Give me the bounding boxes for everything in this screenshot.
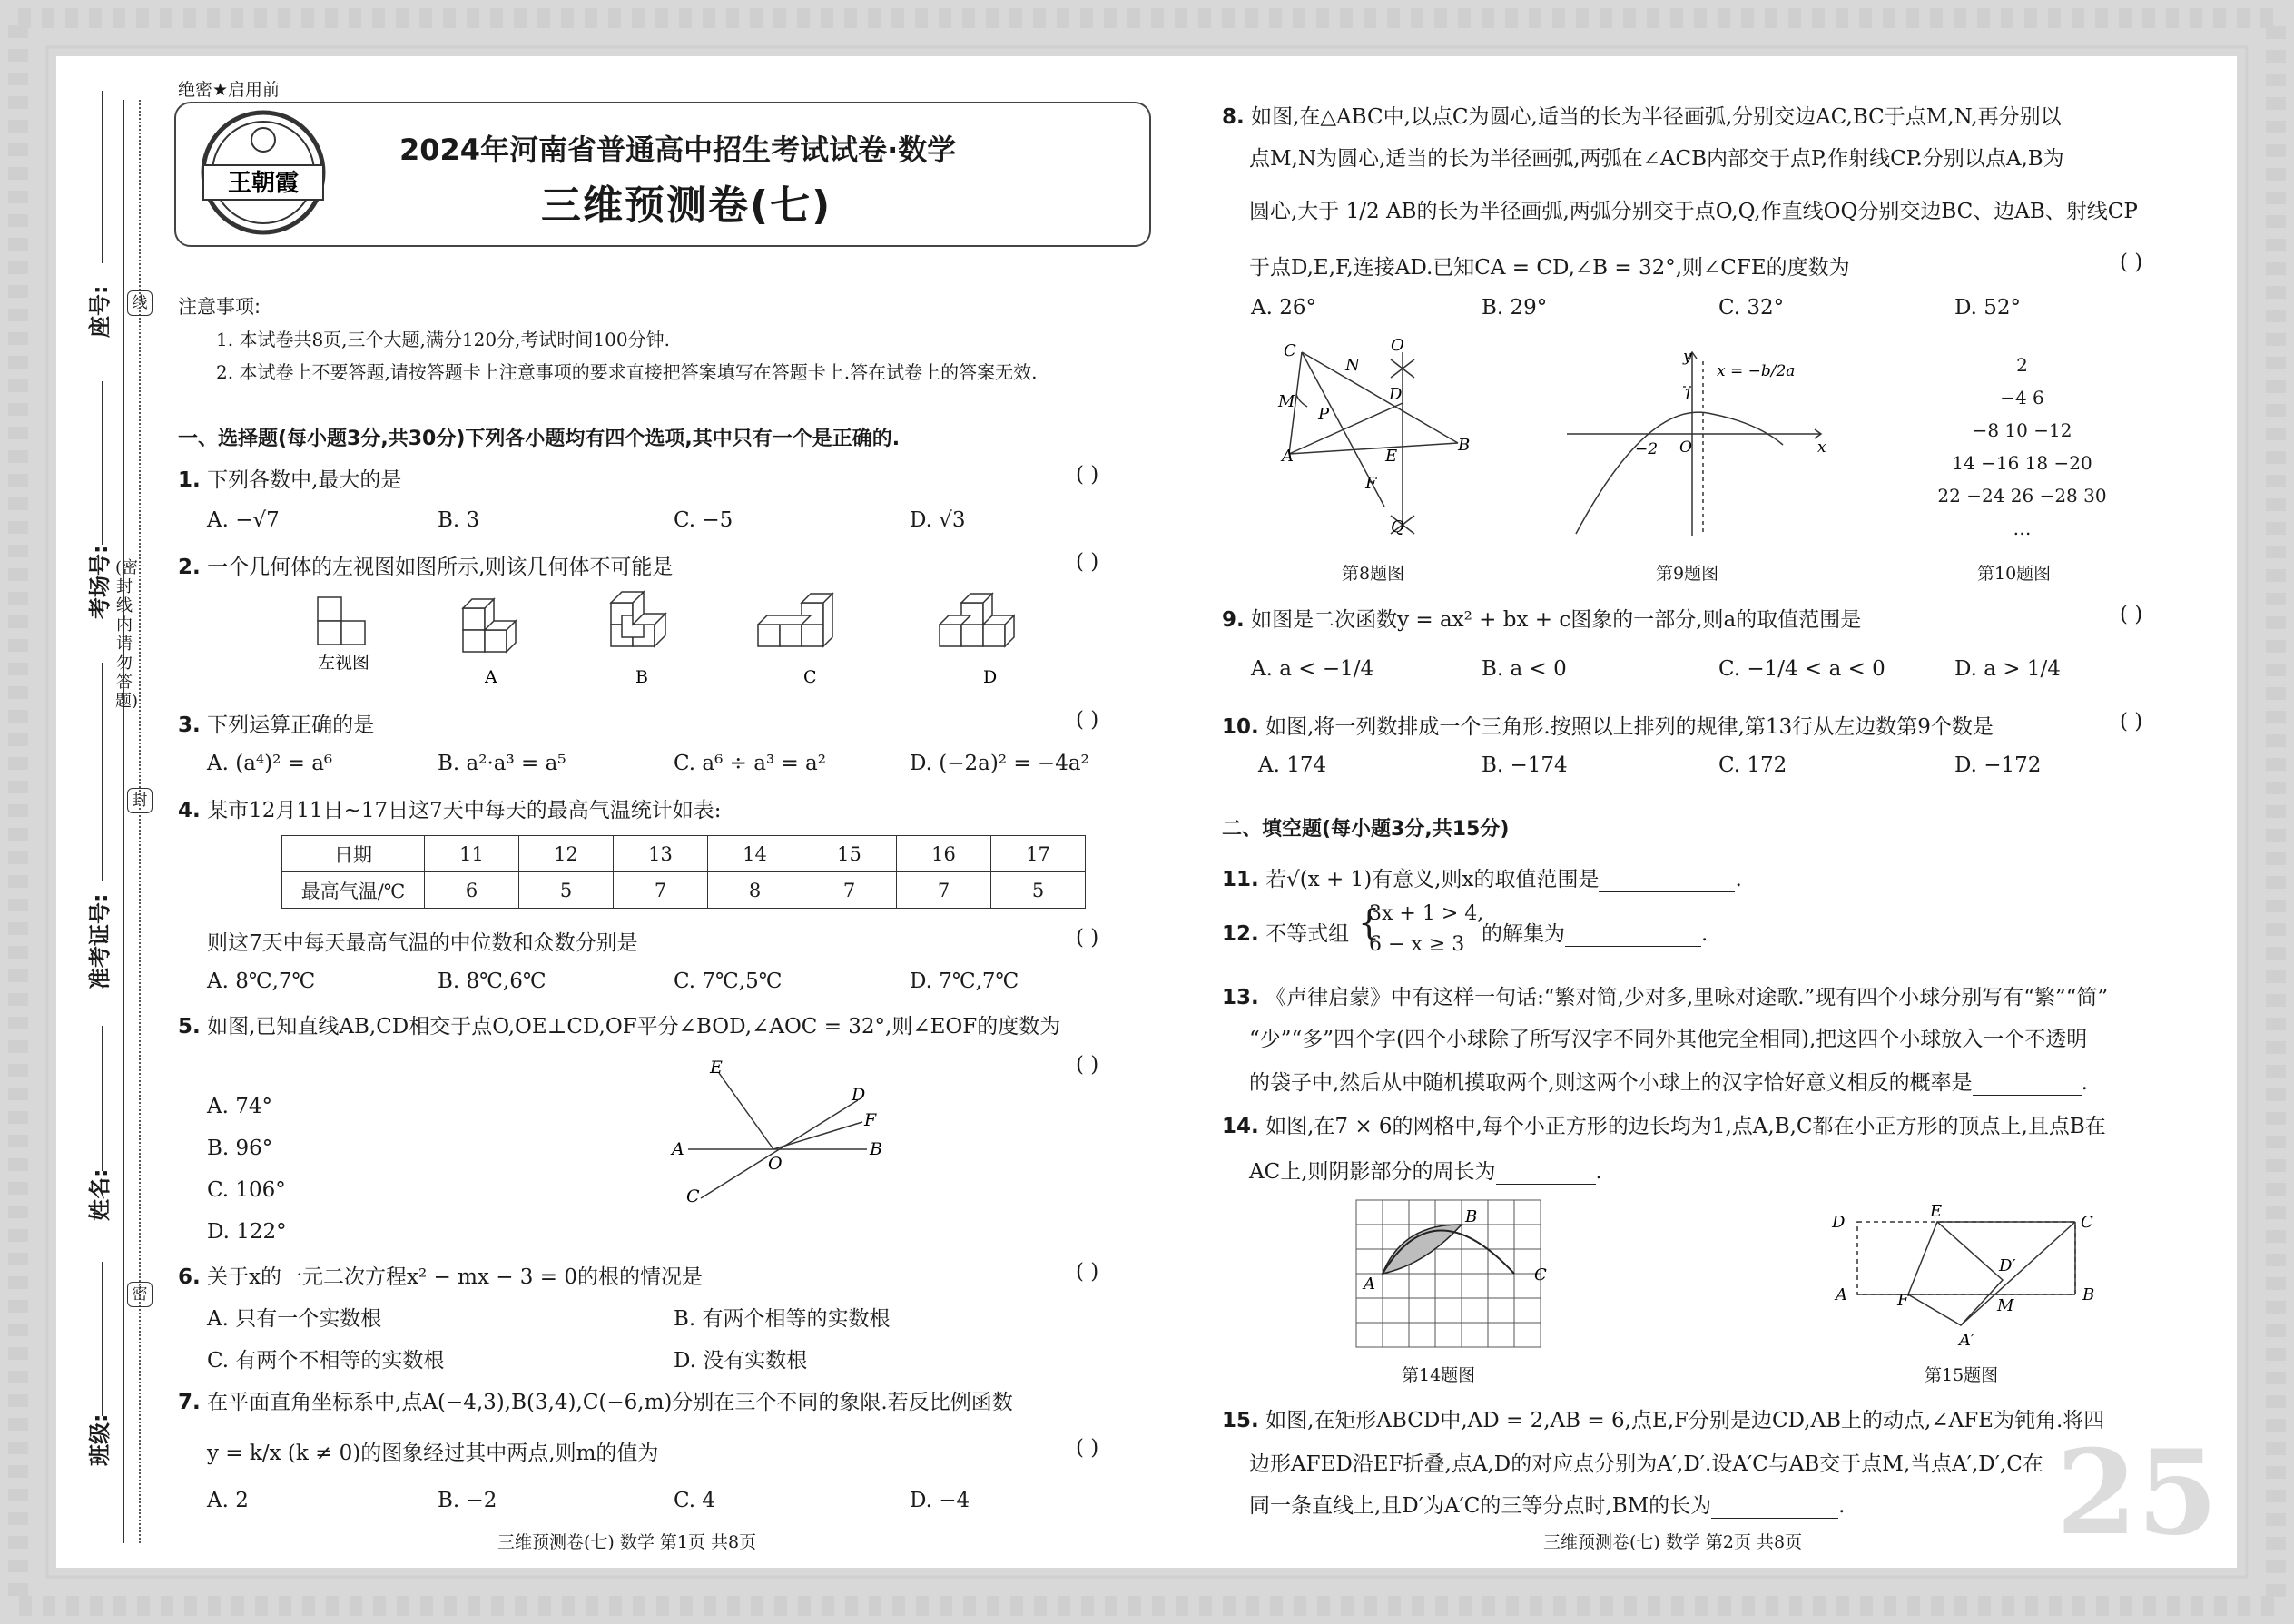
q10-option-c: C. 172 [1718,753,1787,777]
q9-answer-paren: ( ) [2120,603,2143,626]
triangle-row: 2 [2016,354,2028,376]
svg-text:x = −b/2a: x = −b/2a [1717,362,1796,380]
field-room-line [102,381,103,545]
q6-option-d: D. 没有实数根 [674,1349,808,1373]
svg-text:Q: Q [1391,517,1404,536]
q10-stem: 10. 如图,将一列数排成一个三角形.按照以上排列的规律,第13行从左边数第9个数是 [1222,715,1994,739]
q6-answer-paren: ( ) [1076,1260,1099,1284]
q1-option-b: B. 3 [438,508,480,532]
q15-line-1: 15. 如图,在矩形ABCD中,AD = 2,AB = 6,点E,F分别是边CD,AB上的动点,∠AFE为钝角.将四 [1222,1409,2105,1432]
notice-item-1: 1. 本试卷共8页,三个大题,满分120分,考试时间100分钟. [216,329,670,350]
svg-text:M: M [1278,392,1295,411]
q4-stem-2: 则这7天中每天最高气温的中位数和众数分别是 [207,931,638,955]
notice-title: 注意事项: [178,296,261,318]
field-room: 考场号: [87,545,113,619]
svg-text:C: C [1284,341,1296,360]
q13-line-2: “少”“多”四个字(四个小球除了所写汉字不同外其他完全相同),把这四个小球放入一个不透明 [1249,1028,2088,1051]
secret-label: 绝密★启用前 [178,80,281,100]
q8-answer-paren: ( ) [2120,251,2143,274]
q4-stem: 4. 某市12月11日~17日这7天中每天的最高气温统计如表: [178,799,722,822]
q5-answer-paren: ( ) [1076,1053,1099,1077]
svg-text:C: C [686,1186,700,1206]
q14-stem-2: AC上,则阴影部分的周长为 . [1249,1160,1602,1184]
svg-text:E: E [710,1058,723,1078]
q7-option-a: A. 2 [207,1489,249,1512]
svg-text:B: B [1465,1207,1478,1226]
exam-title: 2024年河南省普通高中招生考试试卷·数学 [399,133,957,167]
q2-figure [309,588,1062,693]
svg-text:A: A [1282,447,1294,466]
svg-text:E: E [1930,1202,1943,1221]
svg-text:O: O [768,1154,783,1174]
seal-char-mi: 密 [127,1282,153,1307]
table-row: 最高气温/℃ 6 5 7 8 7 7 5 [282,872,1086,909]
svg-text:A: A [672,1139,684,1159]
q8-option-c: C. 32° [1718,296,1785,320]
svg-text:F: F [1365,474,1377,493]
q6-option-a: A. 只有一个实数根 [207,1307,382,1331]
q5-option-b: B. 96° [207,1137,273,1160]
q10-option-a: A. 174 [1258,753,1327,777]
q10-triangle [1906,349,2138,545]
q8-fig-caption: 第8题图 [1342,564,1405,584]
q8-option-d: D. 52° [1954,296,2022,320]
field-seat-line [102,91,103,263]
footer-right: 三维预测卷(七) 数学 第2页 共8页 [1543,1532,1803,1552]
q3-option-b: B. a²·a³ = a⁵ [438,752,566,775]
svg-text:D′: D′ [1999,1256,2016,1275]
q7-answer-paren: ( ) [1076,1436,1099,1460]
svg-text:C: C [803,667,817,687]
q4-option-a: A. 8℃,7℃ [207,969,316,993]
q6-stem: 6. 关于x的一元二次方程x² − mx − 3 = 0的根的情况是 [178,1265,703,1289]
q10-answer-paren: ( ) [2120,710,2143,733]
q12-brace: { [1358,902,1381,942]
q10-option-d: D. −172 [1954,753,2042,777]
q4-option-b: B. 8℃,6℃ [438,969,546,993]
page-mark: 25 [2056,1425,2219,1561]
triangle-row: … [2013,517,2032,539]
q8-line-4: 于点D,E,F,连接AD.已知CA = CD,∠B = 32°,则∠CFE的度数为 [1249,256,1850,280]
field-seat: 座号: [87,285,113,338]
q8-option-b: B. 29° [1482,296,1548,320]
q7-stem-2: y = k/x (k ≠ 0)的图象经过其中两点,则m的值为 [207,1442,659,1465]
q4-option-d: D. 7℃,7℃ [910,969,1019,993]
q4-table [281,835,1086,909]
q9-stem: 9. 如图是二次函数y = ax² + bx + c图象的一部分,则a的取值范围是 [1222,608,1862,632]
q1-stem: 1. 下列各数中,最大的是 [178,468,402,492]
q9-fig-caption: 第9题图 [1656,564,1719,584]
q14-fig-caption: 第14题图 [1402,1365,1476,1385]
q5-figure [663,1053,899,1212]
logo-text: 王朝霞 [227,170,300,197]
svg-text:C: C [1534,1265,1547,1284]
q8-line-3: 圆心,大于 1/2 AB的长为半径画弧,两弧分别交于点O,Q,作直线OQ分别交边BC、边AB、射线CP [1249,200,2138,223]
q15-fig-caption: 第15题图 [1925,1365,1999,1385]
svg-text:N: N [1345,356,1360,375]
q2-stem: 2. 一个几何体的左视图如图所示,则该几何体不可能是 [178,556,674,579]
q6-option-b: B. 有两个相等的实数根 [674,1307,891,1331]
svg-text:A: A [485,667,497,687]
q10-option-b: B. −174 [1482,753,1568,777]
field-class-line [102,1262,103,1416]
q2-answer-paren: ( ) [1076,550,1099,574]
seal-notice-vertical: (密封线内请勿答题) [115,558,139,711]
q8-option-a: A. 26° [1251,296,1316,320]
svg-text:D: D [1389,385,1403,404]
q7-stem: 7. 在平面直角坐标系中,点A(−4,3),B(3,4),C(−6,m)分别在三个不同的象限.若反比例函数 [178,1391,1013,1414]
notice-item-2: 2. 本试卷上不要答题,请按答题卡上注意事项的要求直接把答案填写在答题卡上.答在试卷上的答案无效. [216,361,1038,383]
q5-stem: 5. 如图,已知直线AB,CD相交于点O,OE⊥CD,OF平分∠BOD,∠AOC = 32°,则∠EOF的度数为 [178,1015,1061,1038]
q10-fig-caption: 第10题图 [1977,564,2052,584]
q6-option-c: C. 有两个不相等的实数根 [207,1349,445,1373]
q1-option-c: C. −5 [674,508,733,532]
q1-option-d: D. √3 [910,508,966,532]
svg-text:F: F [1897,1291,1909,1310]
table-row: 日期 11 12 13 14 15 16 17 [282,836,1086,872]
svg-text:B: B [2082,1285,2095,1304]
logo-seal-icon [191,107,345,239]
svg-text:O: O [1391,336,1404,355]
q1-answer-paren: ( ) [1076,463,1099,487]
field-name-line [102,1026,103,1171]
svg-text:P: P [1318,405,1330,424]
triangle-row: 22 −24 26 −28 30 [1937,485,2107,507]
seal-char-feng: 封 [127,788,153,813]
q5-option-a: A. 74° [207,1095,272,1118]
q8-figure [1271,334,1489,543]
svg-text:D: D [983,667,998,687]
q9-figure [1558,343,1830,538]
q7-option-d: D. −4 [910,1489,970,1512]
svg-text:O: O [1679,438,1692,457]
q3-answer-paren: ( ) [1076,708,1099,732]
svg-text:A′: A′ [1959,1331,1975,1350]
q8-line-2: 点M,N为圆心,适当的长为半径画弧,两弧在∠ACB内部交于点P,作射线CP.分别以点A,B为 [1249,147,2064,171]
q5-option-d: D. 122° [207,1220,287,1244]
svg-text:D: D [852,1085,866,1105]
svg-text:1: 1 [1683,386,1693,404]
seal-dotted-line [139,100,141,1543]
svg-text:A: A [1836,1285,1847,1304]
svg-text:E: E [1385,447,1398,466]
q3-stem: 3. 下列运算正确的是 [178,714,375,737]
triangle-row: 14 −16 18 −20 [1952,452,2092,474]
q14-stem: 14. 如图,在7 × 6的网格中,每个小正方形的边长均为1,点A,B,C都在小正方形的顶点上,且点B在 [1222,1115,2106,1138]
svg-text:B: B [635,667,648,687]
q7-option-b: B. −2 [438,1489,497,1512]
svg-text:B: B [1458,436,1471,455]
triangle-row: −4 6 [2000,387,2044,408]
q9-option-d: D. a > 1/4 [1954,657,2061,681]
svg-text:x: x [1817,438,1826,457]
seal-char-xian: 线 [127,290,153,316]
q13-line-1: 13. 《声律启蒙》中有这样一句话:“繁对简,少对多,里咏对途歌.”现有四个小球分别写有“繁”“简” [1222,986,2109,1009]
q4-answer-paren: ( ) [1076,926,1099,950]
q4-option-c: C. 7℃,5℃ [674,969,783,993]
q7-option-c: C. 4 [674,1489,716,1512]
svg-text:y: y [1683,348,1692,366]
svg-text:A: A [1364,1275,1375,1294]
q9-option-a: A. a < −1/4 [1251,657,1374,681]
q3-option-d: D. (−2a)² = −4a² [910,752,1089,775]
svg-text:D: D [1832,1213,1846,1232]
triangle-row: −8 10 −12 [1972,419,2072,441]
svg-text:左视图: 左视图 [318,653,370,673]
q3-option-a: A. (a⁴)² = a⁶ [207,752,333,775]
q15-figure [1825,1198,2097,1353]
svg-text:B: B [870,1139,882,1159]
q15-line-3: 同一条直线上,且D′为A′C的三等分点时,BM的长为 . [1249,1494,1846,1518]
footer-left: 三维预测卷(七) 数学 第1页 共8页 [497,1532,757,1552]
q12-post: 的解集为 . [1482,922,1708,946]
q1-option-a: A. −√7 [207,508,280,532]
sidebar-rule [123,100,124,1543]
svg-text:M: M [1997,1296,2014,1315]
svg-text:−2: −2 [1635,440,1659,458]
field-class: 班级: [87,1413,113,1466]
section1-title: 一、选择题(每小题3分,共30分)下列各小题均有四个选项,其中只有一个是正确的. [178,428,901,450]
q14-figure [1353,1196,1561,1351]
exam-subtitle: 三维预测卷(七) [541,182,832,229]
q12-ineq-1: 3x + 1 > 4, [1369,902,1484,925]
field-ticket-line [102,663,103,881]
q12-ineq-2: 6 − x ≥ 3 [1369,933,1465,956]
svg-text:F: F [864,1110,877,1130]
q8-line-1: 8. 如图,在△ABC中,以点C为圆心,适当的长为半径画弧,分别交边AC,BC于点M,N,再分别以 [1222,105,2062,129]
q13-line-3: 的袋子中,然后从中随机摸取两个,则这两个小球上的汉字恰好意义相反的概率是 . [1249,1071,2088,1095]
q9-option-c: C. −1/4 < a < 0 [1718,657,1885,681]
q3-option-c: C. a⁶ ÷ a³ = a² [674,752,826,775]
section2-title: 二、填空题(每小题3分,共15分) [1222,818,1510,841]
svg-text:C: C [2081,1213,2093,1232]
q9-option-b: B. a < 0 [1482,657,1567,681]
field-name: 姓名: [87,1168,113,1221]
q12-stem: 12. 不等式组 [1222,922,1350,946]
q11-stem: 11. 若√(x + 1)有意义,则x的取值范围是 . [1222,868,1742,891]
q5-option-c: C. 106° [207,1178,286,1202]
q15-line-2: 边形AFED沿EF折叠,点A,D的对应点分别为A′,D′.设A′C与AB交于点M,当点A′,D′,C在 [1249,1452,2043,1476]
field-ticket: 准考证号: [87,893,113,989]
